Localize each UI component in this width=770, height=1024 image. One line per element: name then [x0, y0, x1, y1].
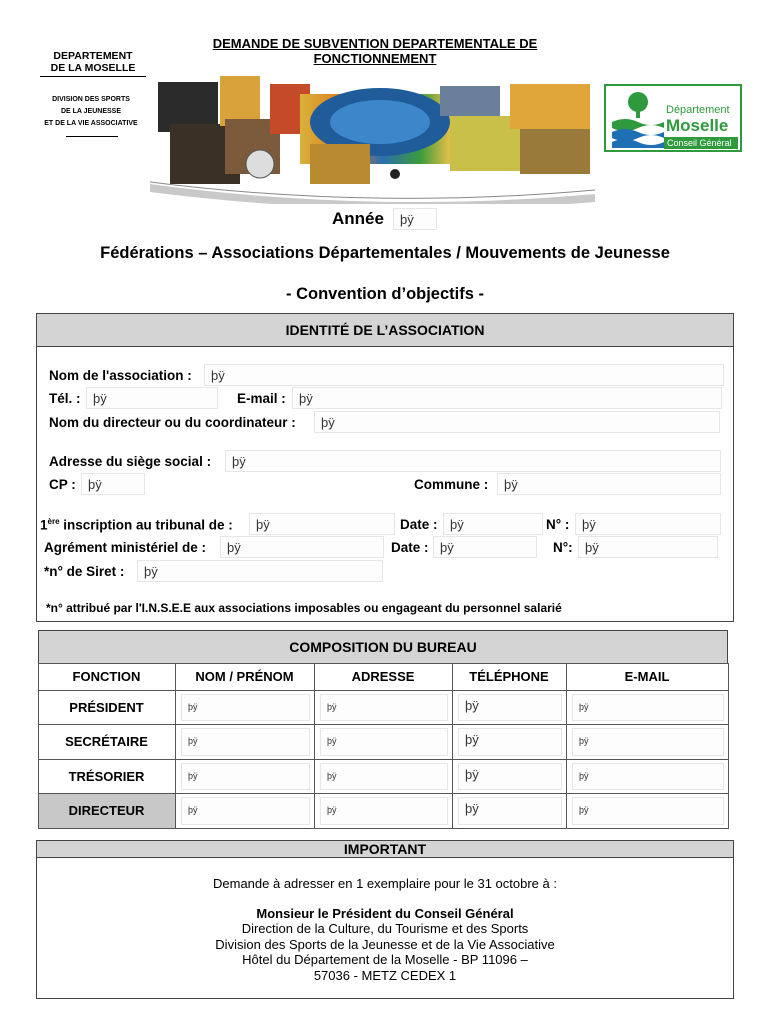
important-text	[36, 876, 734, 983]
bureau-email-field[interactable]: þÿ	[572, 694, 724, 721]
bureau-adresse-field[interactable]: þÿ	[320, 694, 448, 721]
directeur-label: Nom du directeur ou du coordinateur :	[49, 415, 296, 430]
bureau-col-header-telephone: TÉLÉPHONE	[469, 669, 549, 684]
bureau-telephone-field[interactable]: þÿ	[458, 728, 562, 756]
logo-text-moselle: Moselle	[666, 116, 729, 135]
no1-field[interactable]: þÿ	[575, 513, 721, 535]
division-line2: DE LA JEUNESSE	[60, 108, 122, 115]
adresse-siege-field[interactable]: þÿ	[225, 450, 721, 472]
email-field[interactable]: þÿ	[292, 387, 722, 409]
bureau-email-field[interactable]: þÿ	[572, 763, 724, 790]
important-recipient: Monsieur le Président du Conseil Général	[256, 905, 514, 921]
division-line1: DIVISION DES SPORTS	[52, 96, 130, 103]
no2-field[interactable]: þÿ	[578, 536, 718, 558]
bureau-email-field[interactable]: þÿ	[572, 797, 724, 825]
convention-title: - Convention d’objectifs -	[286, 285, 484, 303]
important-line6: 57036 - METZ CEDEX 1	[313, 967, 457, 983]
inscription-superscript: ère	[47, 517, 60, 526]
bureau-adresse-field[interactable]: þÿ	[320, 797, 448, 825]
moselle-logo	[604, 84, 742, 152]
bureau-col-header-nom-prenom: NOM / PRÉNOM	[195, 669, 294, 684]
annee-label: Année	[332, 209, 384, 228]
identite-heading: IDENTITÉ DE L’ASSOCIATION	[36, 313, 734, 347]
nom-association-label: Nom de l'association :	[49, 368, 192, 383]
bureau-nom-prenom-field[interactable]: þÿ	[181, 728, 310, 756]
subtitle: Fédérations – Associations Départementales / Mouvements de Jeunesse	[100, 244, 670, 262]
department-name	[40, 50, 146, 77]
agrement-label: Agrément ministériel de :	[44, 540, 207, 555]
bureau-telephone-field[interactable]: þÿ	[458, 763, 562, 790]
siret-label: *n° de Siret :	[44, 564, 125, 579]
bureau-row-label: PRÉSIDENT	[69, 699, 144, 715]
bureau-nom-prenom-field[interactable]: þÿ	[181, 694, 310, 721]
department-line2: DE LA MOSELLE	[50, 62, 136, 74]
bureau-telephone-field[interactable]: þÿ	[458, 797, 562, 825]
bureau-col-header-adresse: ADRESSE	[351, 669, 415, 684]
inscription-text: inscription au tribunal de :	[59, 517, 233, 533]
division-name	[36, 94, 146, 130]
important-line5: Hôtel du Département de la Moselle - BP 11096 –	[242, 952, 528, 967]
annee-field[interactable]: þÿ	[393, 208, 437, 230]
siret-field[interactable]: þÿ	[137, 560, 383, 582]
inscription-label	[40, 517, 233, 533]
bureau-adresse-field[interactable]: þÿ	[320, 763, 448, 790]
important-line4: Division des Sports de la Jeunesse et de la Vie Associative	[215, 936, 555, 952]
commune-label: Commune :	[414, 477, 489, 492]
agrement-field[interactable]: þÿ	[220, 536, 384, 558]
inscription-number: 1	[40, 517, 48, 533]
email-label: E-mail :	[237, 391, 286, 406]
nom-association-field[interactable]: þÿ	[204, 364, 724, 386]
bureau-heading: COMPOSITION DU BUREAU	[38, 630, 728, 664]
adresse-siege-label: Adresse du siège social :	[49, 454, 212, 469]
bureau-nom-prenom-field[interactable]: þÿ	[181, 797, 310, 825]
commune-field[interactable]: þÿ	[497, 473, 721, 495]
important-heading: IMPORTANT	[36, 840, 734, 858]
important-line1: Demande à adresser en 1 exemplaire pour le 31 octobre à :	[213, 876, 557, 891]
form-title-line2: FONCTIONNEMENT	[313, 51, 437, 66]
sports-collage-image	[150, 64, 595, 204]
no1-label: N° :	[546, 517, 570, 532]
bureau-email-field[interactable]: þÿ	[572, 728, 724, 756]
important-line3: Direction de la Culture, du Tourisme et des Sports	[241, 921, 529, 936]
date1-field[interactable]: þÿ	[443, 513, 543, 535]
cp-label: CP :	[49, 477, 76, 492]
bureau-row-label: DIRECTEUR	[68, 803, 145, 818]
logo-text-departement: Département	[666, 104, 730, 116]
bureau-nom-prenom-field[interactable]: þÿ	[181, 763, 310, 790]
inscription-field[interactable]: þÿ	[249, 513, 395, 535]
date2-label: Date :	[391, 540, 429, 555]
siret-note: *n° attribué par l'I.N.S.E.E aux associations imposables ou engageant du personnel salarié	[46, 601, 562, 615]
directeur-field[interactable]: þÿ	[314, 411, 720, 433]
date2-field[interactable]: þÿ	[433, 536, 537, 558]
division-line3: ET DE LA VIE ASSOCIATIVE	[44, 120, 138, 127]
date1-label: Date :	[400, 517, 438, 532]
bureau-row-label: SECRÉTAIRE	[65, 734, 148, 749]
tree-icon	[612, 90, 664, 148]
cp-field[interactable]: þÿ	[81, 473, 145, 495]
department-line1: DEPARTEMENT	[53, 50, 133, 62]
form-title	[180, 36, 570, 66]
tel-label: Tél. :	[49, 391, 81, 406]
division-divider	[66, 136, 118, 137]
no2-label: N°:	[553, 540, 573, 555]
bureau-adresse-field[interactable]: þÿ	[320, 728, 448, 756]
tel-field[interactable]: þÿ	[86, 387, 218, 409]
bureau-col-header-fonction: FONCTION	[72, 669, 141, 684]
bureau-col-header-email: E-MAIL	[624, 669, 670, 684]
logo-text-conseil: Conseil Général	[664, 137, 738, 149]
form-title-line1: DEMANDE DE SUBVENTION DEPARTEMENTALE DE	[212, 36, 538, 51]
bureau-telephone-field[interactable]: þÿ	[458, 694, 562, 721]
bureau-row-label: TRÉSORIER	[68, 768, 145, 784]
